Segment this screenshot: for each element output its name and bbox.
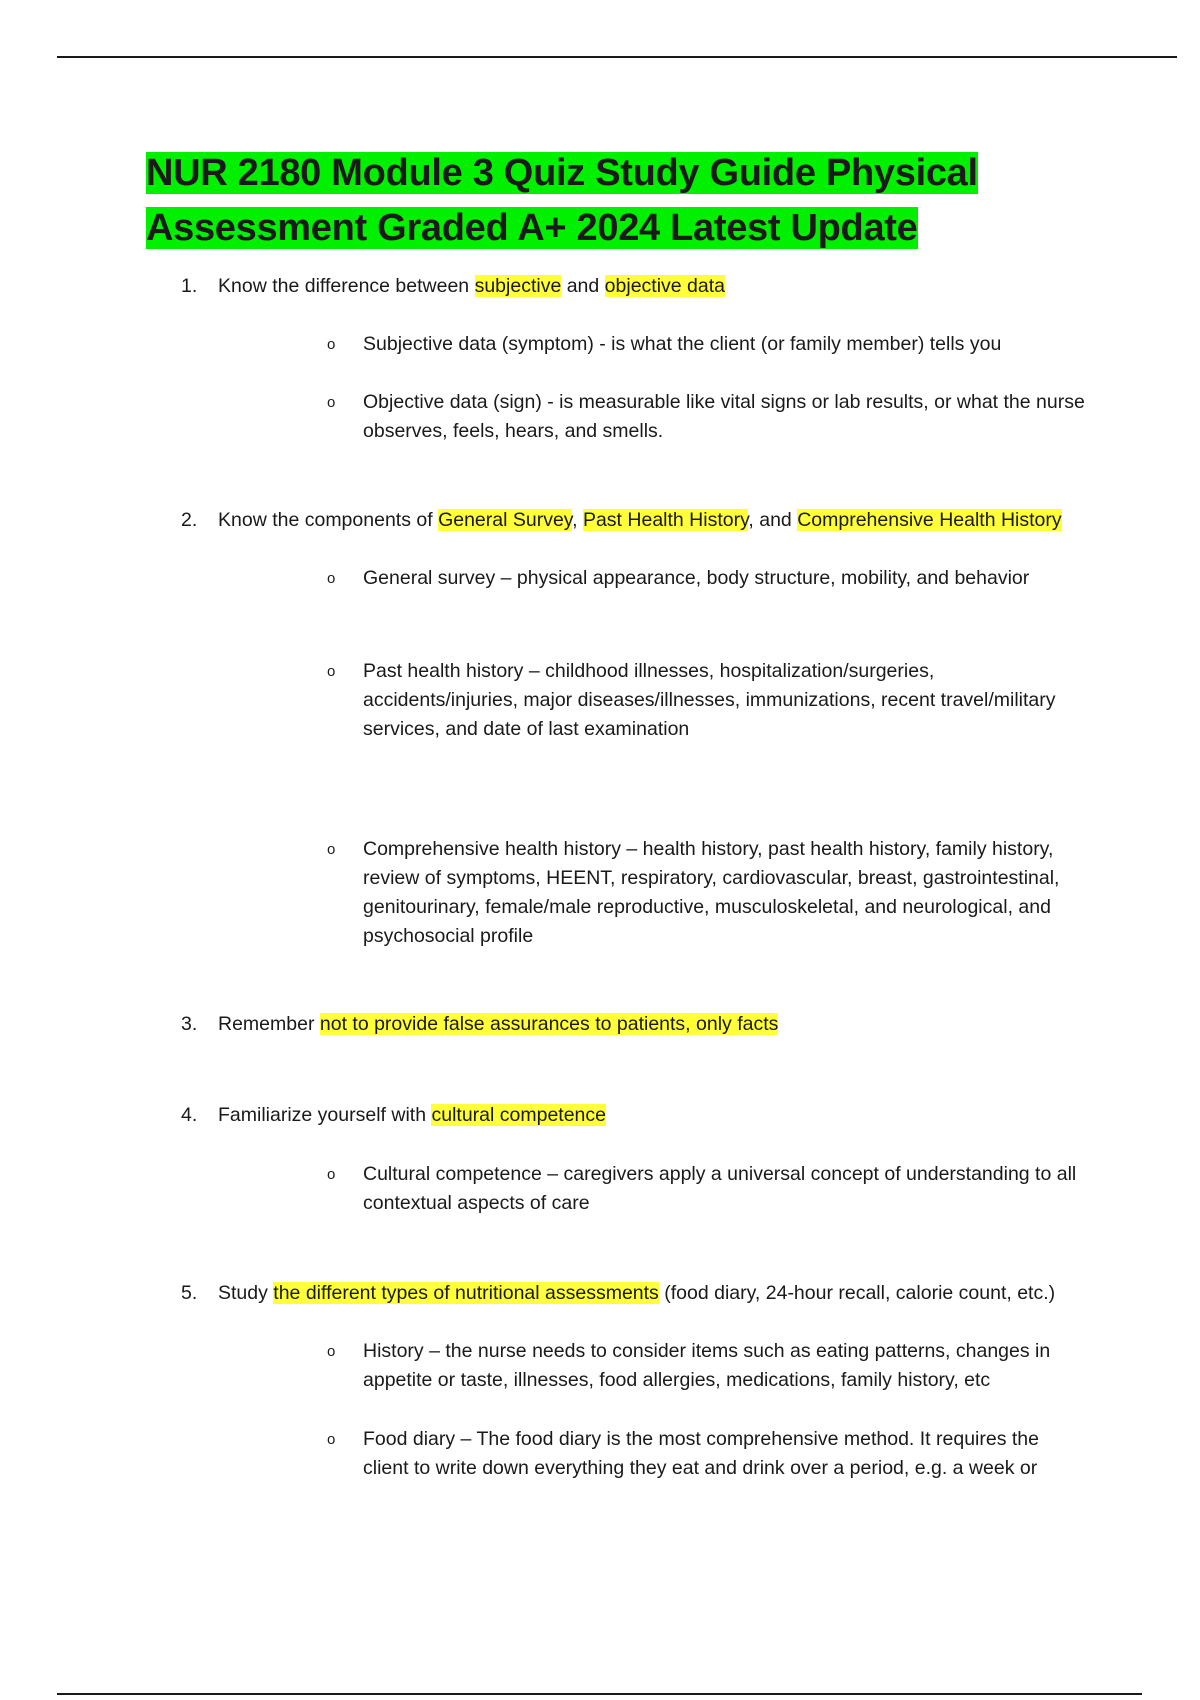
sub-item-text: Cultural competence – caregivers apply a universal concept of understanding to all contextual aspects of care: [363, 1163, 1077, 1214]
highlight-cultural-competence: cultural competence: [431, 1104, 606, 1126]
item-number: 1.: [181, 275, 198, 297]
sub-item: [327, 1337, 1087, 1395]
item-text-plain: Know the difference between: [218, 275, 475, 297]
header-rule: [57, 56, 1177, 58]
item-number: 2.: [181, 509, 198, 531]
sub-item: [327, 835, 1087, 951]
sub-item-text: General survey – physical appearance, body structure, mobility, and behavior: [363, 567, 1030, 589]
highlight-past-health-history: Past Health History: [582, 509, 749, 531]
item-text-plain: , and: [748, 509, 798, 531]
item-text-plain: Study: [218, 1282, 274, 1304]
sub-item-text: Comprehensive health history – health history, past health history, family history, review of symptoms, HEENT, respiratory, cardiovascular, breast, gastrointestinal, genitourinary, female/male reproductive, musculoskeletal, and neurological, and psychosocial profile: [363, 838, 1060, 947]
sub-item-text: History – the nurse needs to consider items such as eating patterns, changes in appetite or taste, illnesses, food allergies, medications, family history, etc: [363, 1340, 1051, 1391]
circle-bullet-icon: o: [327, 663, 336, 680]
item-text-plain: ,: [572, 509, 583, 531]
page-title: [146, 146, 1016, 256]
list-item-2: [181, 506, 1081, 535]
highlight-nutritional-assessments: the different types of nutritional assessments: [273, 1282, 659, 1304]
item-text: [218, 506, 1081, 535]
list-item-3: [181, 1010, 1081, 1039]
sub-item-text: Food diary – The food diary is the most comprehensive method. It requires the client to write down everything they eat and drink over a period, e.g. a week or: [363, 1428, 1039, 1479]
sub-item: [327, 330, 1087, 359]
item-text-plain: and: [561, 275, 605, 297]
item-text: [218, 1101, 1081, 1130]
item-text-plain: (food diary, 24-hour recall, calorie count, etc.): [658, 1282, 1056, 1304]
circle-bullet-icon: o: [327, 570, 336, 587]
item-text: [218, 1279, 1081, 1308]
circle-bullet-icon: o: [327, 336, 336, 353]
sub-item: [327, 657, 1087, 744]
highlight-comprehensive-health-history: Comprehensive Health History: [797, 509, 1062, 531]
highlight-objective-data: objective data: [604, 275, 726, 297]
item-text-plain: Remember: [218, 1013, 320, 1035]
circle-bullet-icon: o: [327, 1343, 336, 1360]
item-text: [218, 272, 1081, 301]
sub-item: [327, 564, 1087, 593]
list-item-4: [181, 1101, 1081, 1130]
highlight-general-survey: General Survey: [438, 509, 573, 531]
item-text-plain: Familiarize yourself with: [218, 1104, 432, 1126]
item-text-plain: Know the components of: [218, 509, 439, 531]
item-number: 4.: [181, 1104, 198, 1126]
sub-item: [327, 1425, 1087, 1483]
list-item-1: [181, 272, 1081, 301]
item-number: 5.: [181, 1282, 198, 1304]
highlight-no-false-assurances: not to provide false assurances to patients, only facts: [319, 1013, 779, 1035]
title-text: NUR 2180 Module 3 Quiz Study Guide Physical Assessment Graded A+ 2024 Latest Update: [146, 152, 978, 249]
sub-item-text: Subjective data (symptom) - is what the client (or family member) tells you: [363, 333, 1002, 355]
sub-item: [327, 1160, 1087, 1218]
footer-rule: [57, 1693, 1142, 1695]
sub-item: [327, 388, 1087, 446]
sub-item-text: Objective data (sign) - is measurable like vital signs or lab results, or what the nurse observes, feels, hears, and smells.: [363, 391, 1085, 442]
circle-bullet-icon: o: [327, 1431, 336, 1448]
circle-bullet-icon: o: [327, 394, 336, 411]
list-item-5: [181, 1279, 1081, 1308]
circle-bullet-icon: o: [327, 1166, 336, 1183]
item-text: [218, 1010, 1081, 1039]
highlight-subjective: subjective: [474, 275, 562, 297]
circle-bullet-icon: o: [327, 841, 336, 858]
sub-item-text: Past health history – childhood illnesses, hospitalization/surgeries, accidents/injuries, major diseases/illnesses, immunizations, recent travel/military services, and date of last examination: [363, 660, 1056, 740]
item-number: 3.: [181, 1013, 198, 1035]
